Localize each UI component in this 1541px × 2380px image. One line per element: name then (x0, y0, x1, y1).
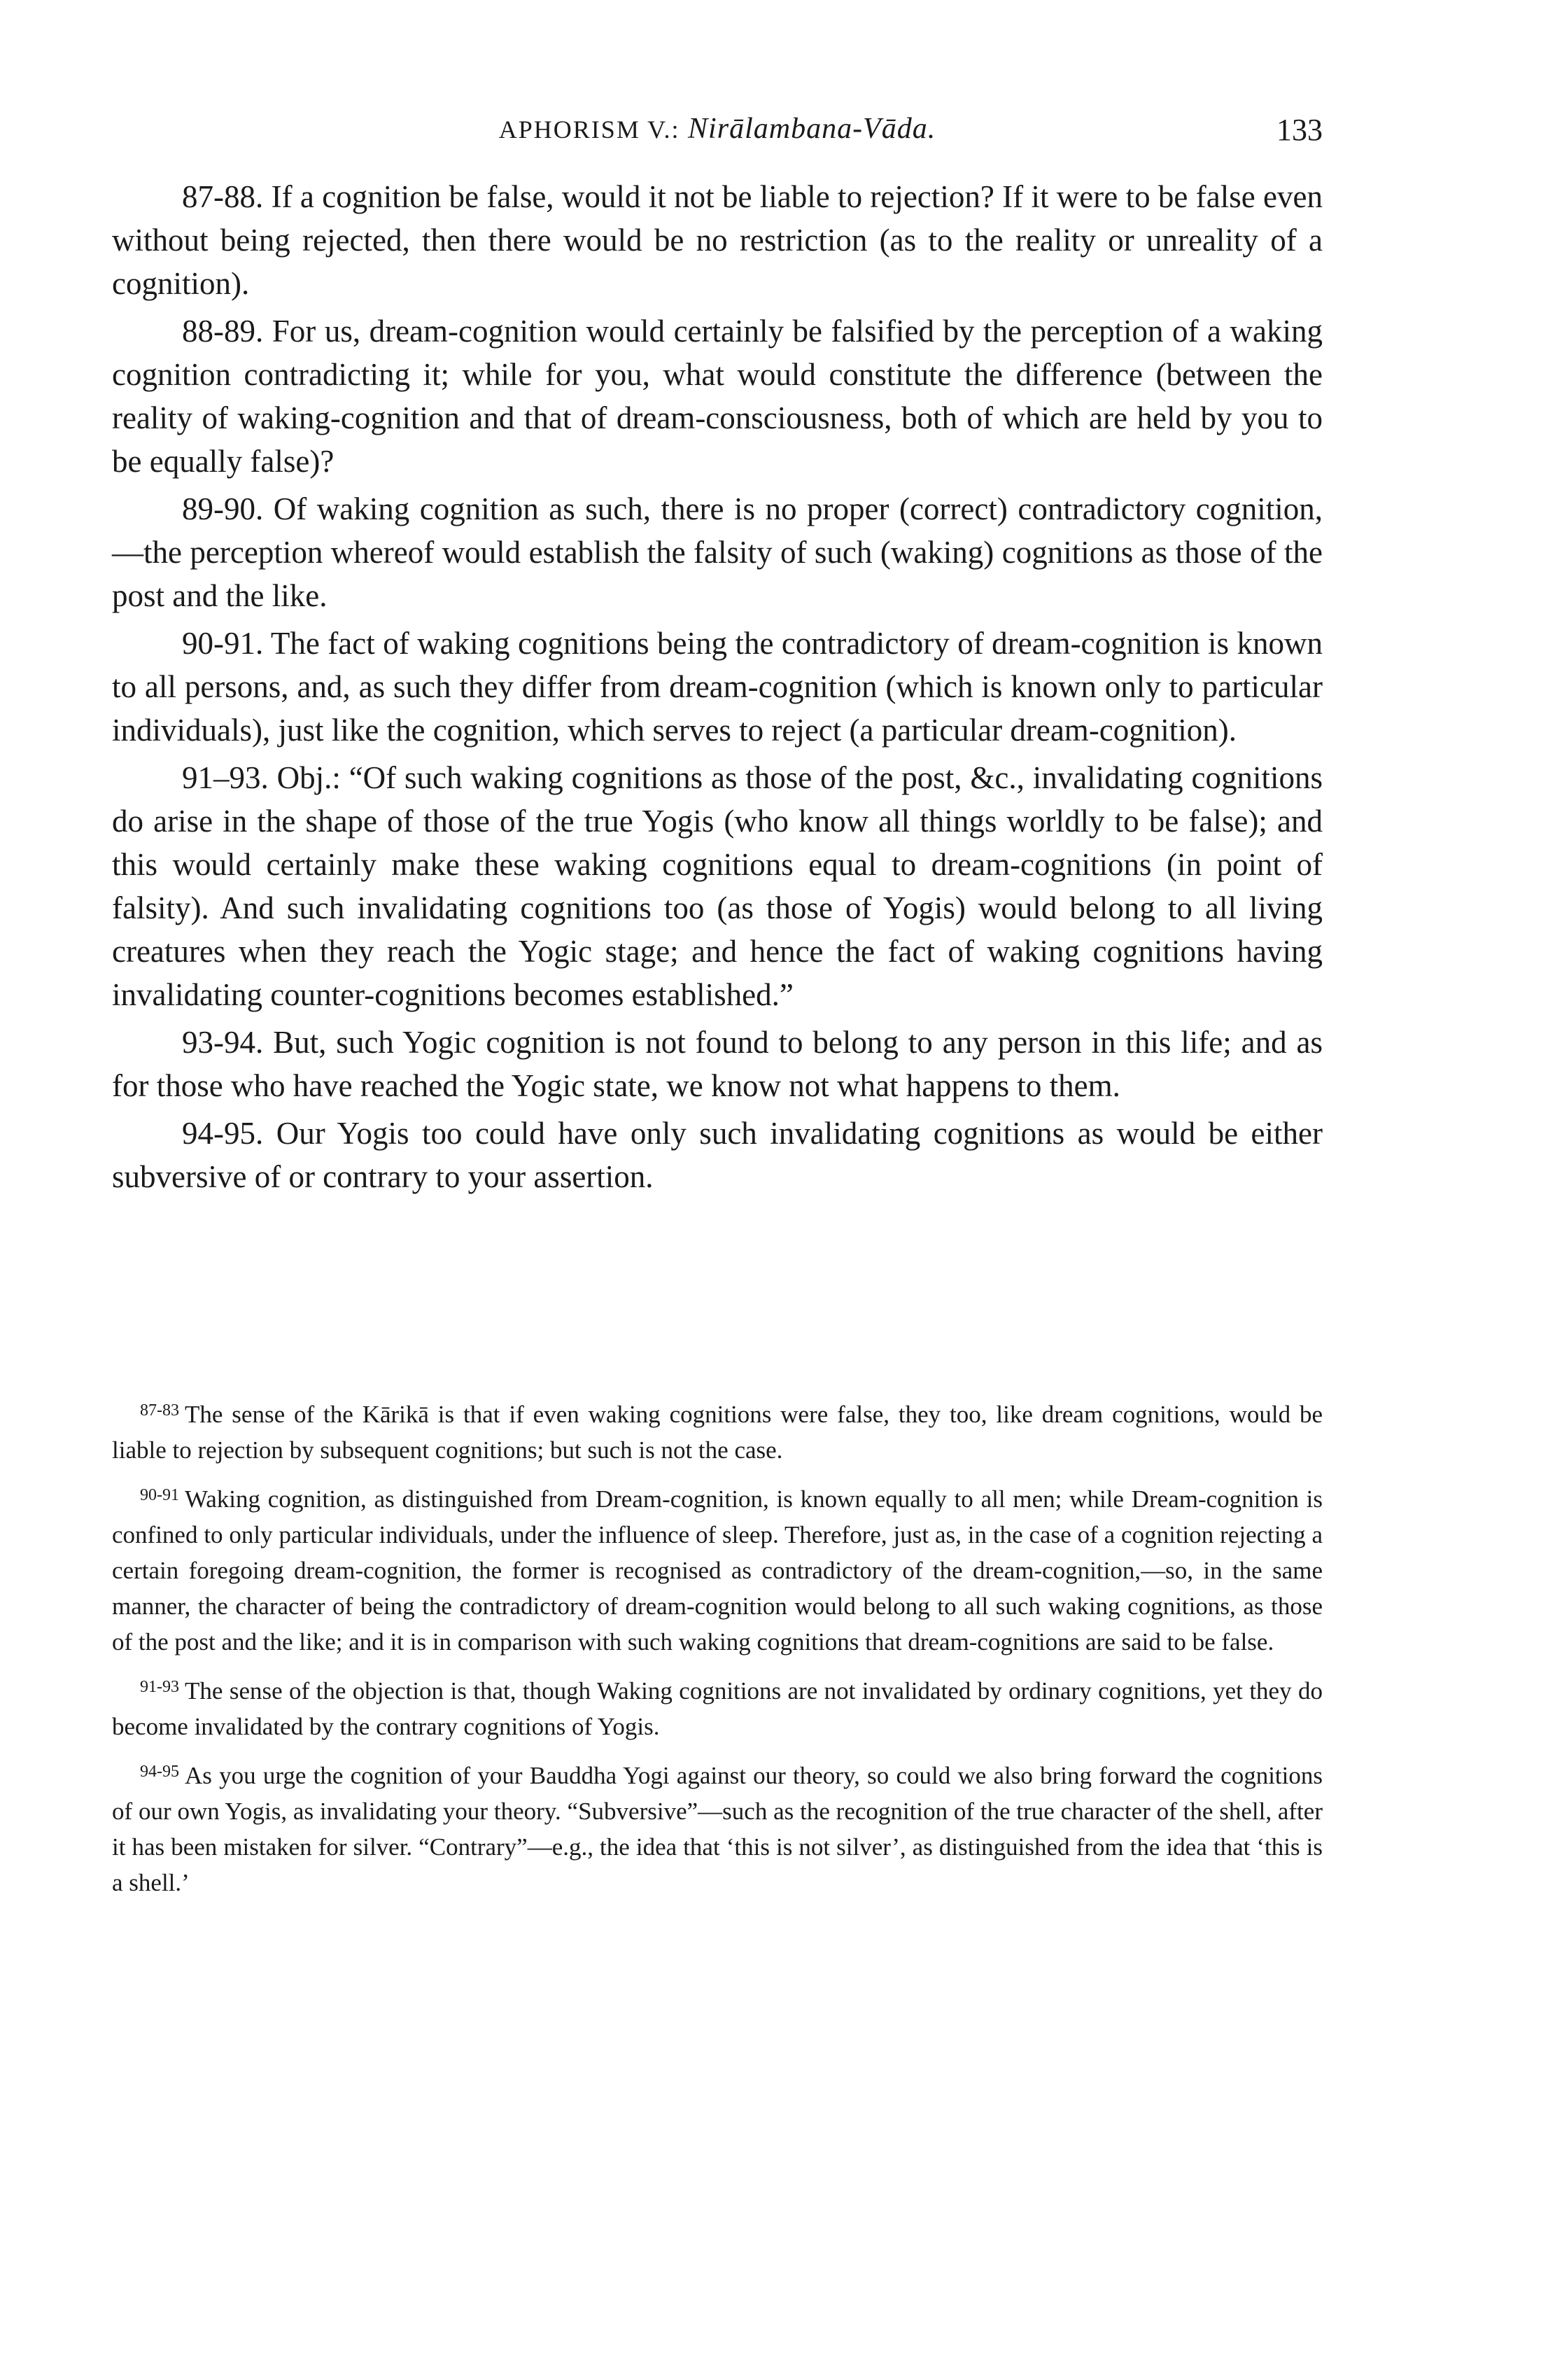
chapter-title: Nirālambana-Vāda. (688, 113, 936, 145)
paragraph-94-95: 94-95. Our Yogis too could have only such invalidating cognitions as would be either subversive of or contrary to your assertion. (112, 1116, 1323, 1194)
footnote-text: The sense of the Kārikā is that if even waking cognitions were false, they too, like dream cognitions, would be liable to rejection by subsequent cognitions; but such is not the case. (112, 1401, 1323, 1464)
footnote-marker: 87-83 (140, 1401, 179, 1420)
footnote-text: Waking cognition, as distinguished from Dream-cognition, is known equally to all men; while Dream-cognition is confined to only particular individuals, under the influence of sleep. Therefore, just as, in the case of a cognition rejecting a certain foregoing dream-cognition, the former is recognised as contradictory of the dream-cognition,—so, in the same manner, the character of being the contradictory of dream-cognition would belong to all such waking cognitions, as those of the post and the like; and it is in comparison with such waking cognitions that dream-cognitions are said to be false. (112, 1485, 1323, 1656)
footnote-94-95 (112, 1754, 1323, 1900)
page-number: 133 (1276, 113, 1323, 147)
paragraph-91-93: 91–93. Obj.: “Of such waking cognitions as those of the post, &c., invalidating cognitions do arise in the shape of those of the true Yogis (who know all things worldly to be false); and this would certainly make these waking cognitions equal to dream-cognitions (in point of falsity). And such invalidating cognitions too (as those of Yogis) would belong to all living creatures when they reach the Yogic stage; and hence the fact of waking cognitions having invalidating counter-cognitions becomes established.” (112, 760, 1323, 1012)
footnote-91-93 (112, 1670, 1323, 1744)
footnote-90-91 (112, 1478, 1323, 1660)
paragraph-90-91: 90-91. The fact of waking cognitions being the contradictory of dream-cognition is known to all persons, and, as such they differ from dream-cognition (which is known only to particular individuals), just like the cognition, which serves to reject (a particular dream-cognition). (112, 626, 1323, 748)
footnote-marker: 90-91 (140, 1486, 179, 1504)
aphorism-label: APHORISM V.: (498, 115, 680, 144)
paragraph-87-88: 87-88. If a cognition be false, would it not be liable to rejection? If it were to be false even without being rejected, then there would be no restriction (as to the reality or unreality of a cognition). (112, 179, 1323, 301)
paragraph-89-90: 89-90. Of waking cognition as such, there is no proper (correct) contradictory cognition,—the perception whereof would establish the falsity of such (waking) cognitions as those of the post and the like. (112, 491, 1323, 613)
paragraph-88-89: 88-89. For us, dream-cognition would certainly be falsified by the perception of a waking cognition contradicting it; while for you, what would constitute the difference (between the reality of waking-cognition and that of dream-consciousness, both of which are held by you to be equally false)? (112, 314, 1323, 479)
running-head-title (112, 112, 1323, 146)
footnote-87-88 (112, 1393, 1323, 1468)
paragraph-93-94: 93-94. But, such Yogic cognition is not found to belong to any person in this life; and as for those who have reached the Yogic state, we know not what happens to them. (112, 1025, 1323, 1103)
footnotes (112, 1393, 1323, 1910)
footnote-marker: 91-93 (140, 1678, 179, 1696)
footnote-text: As you urge the cognition of your Bauddha Yogi against our theory, so could we also bring forward the cognitions of our own Yogis, as invalidating your theory. “Subversive”—such as the recognition of the true character of the shell, after it has been mistaken for silver. “Contrary”—e.g., the idea that ‘this is not silver’, as distinguished from the idea that ‘this is a shell.’ (112, 1762, 1323, 1896)
main-text (112, 175, 1323, 1203)
running-head (112, 112, 1323, 154)
footnote-marker: 94-95 (140, 1763, 179, 1781)
footnote-text: The sense of the objection is that, though Waking cognitions are not invalidated by ordinary cognitions, yet they do become invalidated by the contrary cognitions of Yogis. (112, 1677, 1323, 1740)
